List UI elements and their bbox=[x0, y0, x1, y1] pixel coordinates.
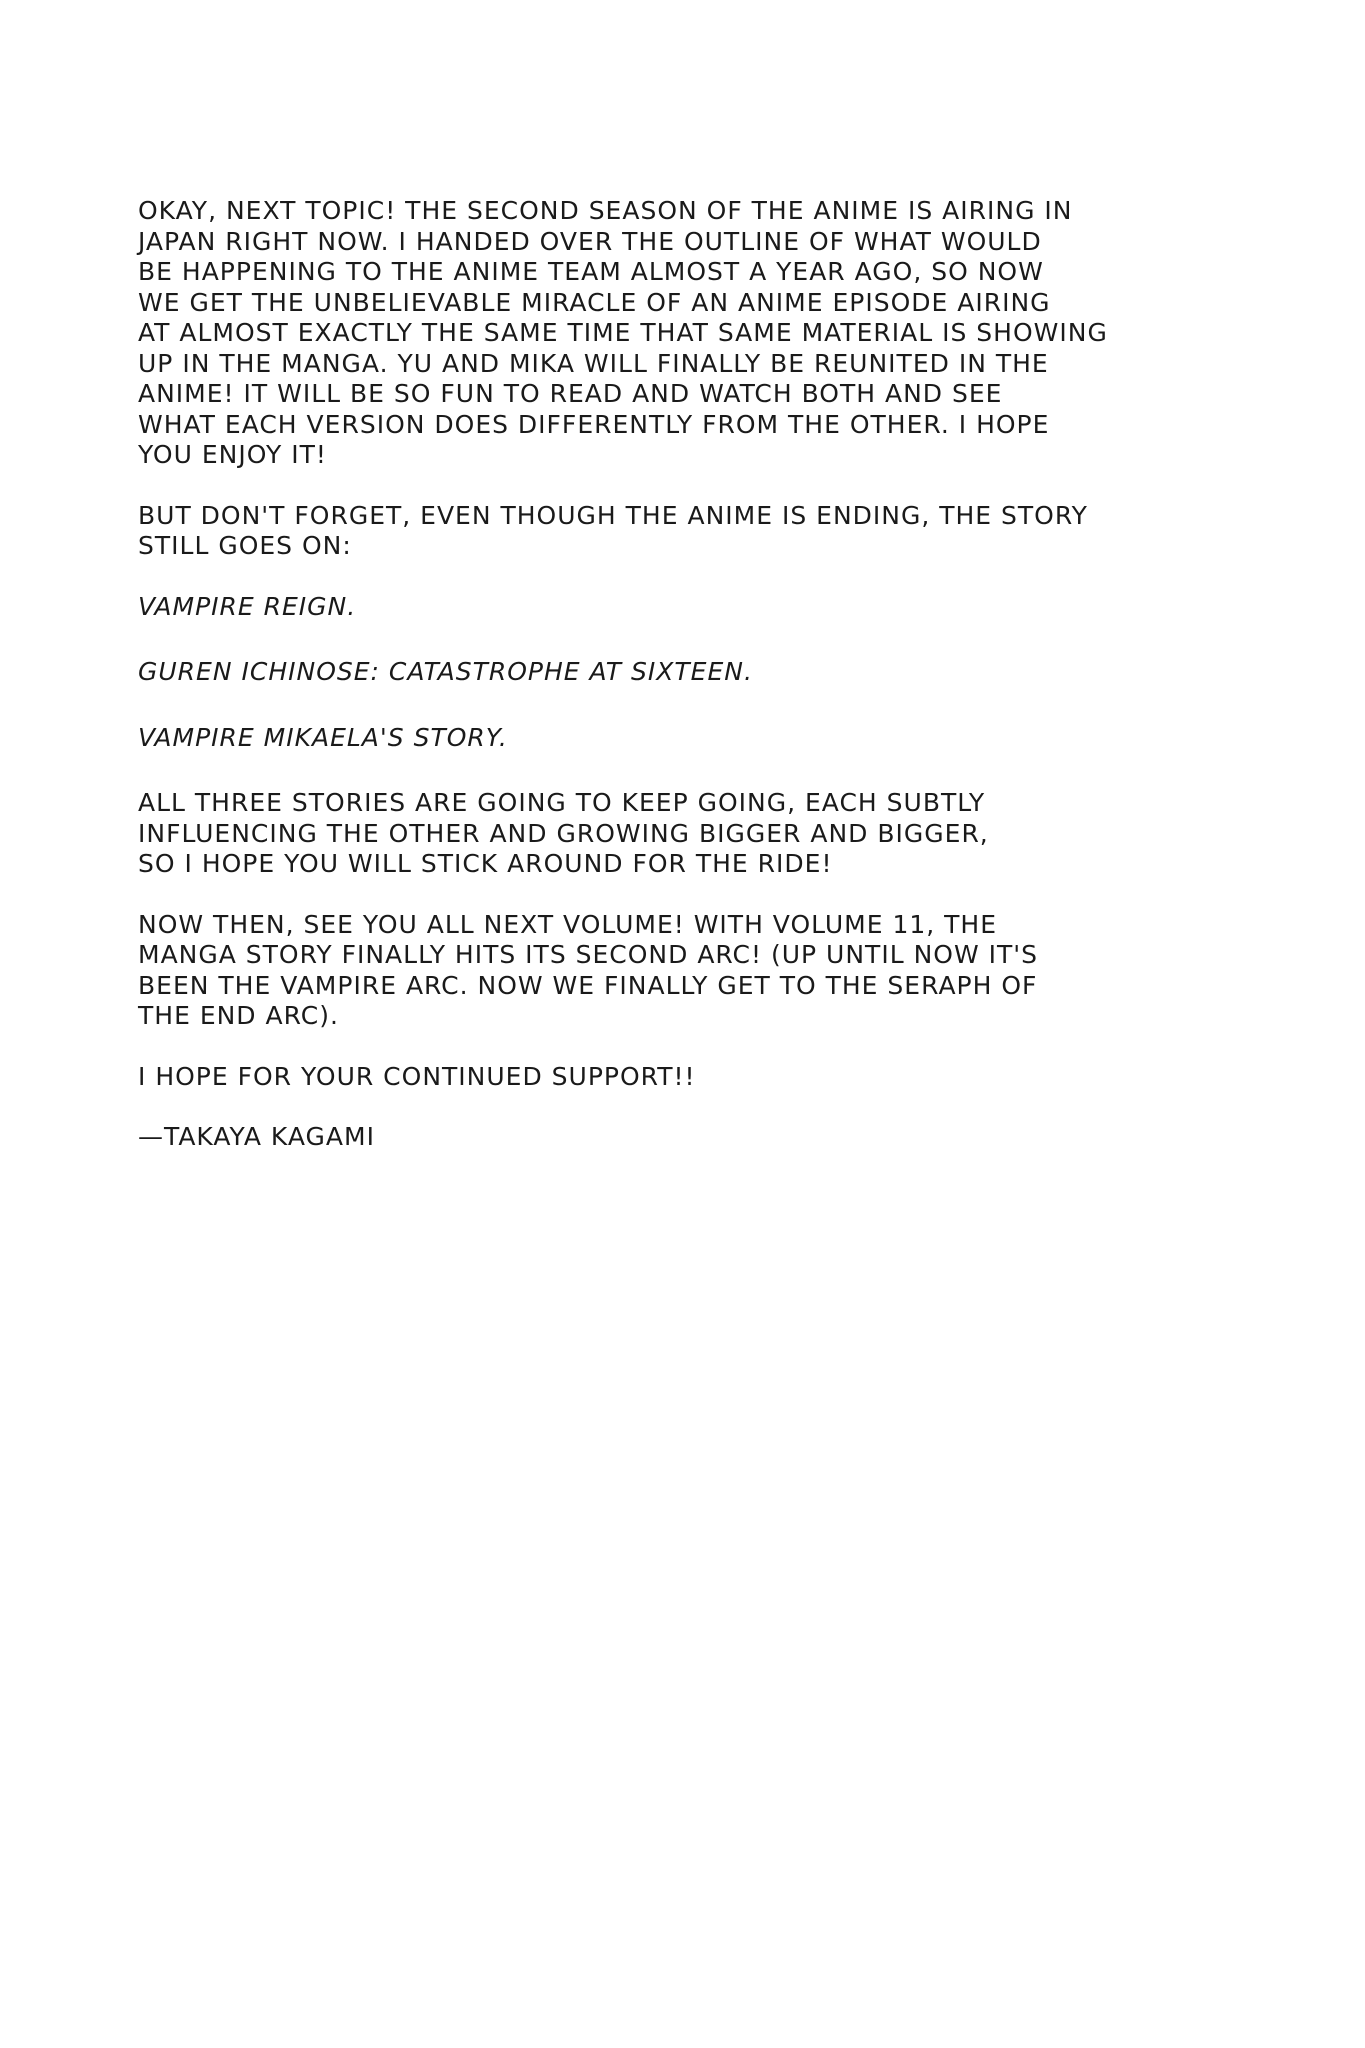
text-line: STILL GOES ON: bbox=[138, 531, 352, 560]
text-line: AT ALMOST EXACTLY THE SAME TIME THAT SAME MATERIAL IS SHOWING bbox=[138, 318, 1108, 347]
text-line: YOU ENJOY IT! bbox=[138, 440, 327, 469]
text-line: BE HAPPENING TO THE ANIME TEAM ALMOST A YEAR AGO, SO NOW bbox=[138, 257, 1044, 286]
text-line: ALL THREE STORIES ARE GOING TO KEEP GOING, EACH SUBTLY bbox=[138, 788, 986, 817]
text-line: UP IN THE MANGA. YU AND MIKA WILL FINALLY BE REUNITED IN THE bbox=[138, 348, 1049, 378]
text-line: BUT DON'T FORGET, EVEN THOUGH THE ANIME IS ENDING, THE STORY bbox=[138, 500, 1088, 530]
paragraph-anime-season bbox=[138, 196, 1178, 471]
text-line: OKAY, NEXT TOPIC! THE SECOND SEASON OF THE ANIME IS AIRING IN bbox=[138, 196, 1073, 225]
text-line: NOW THEN, SEE YOU ALL NEXT VOLUME! WITH VOLUME 11, THE bbox=[138, 909, 998, 939]
text-line: JAPAN RIGHT NOW. I HANDED OVER THE OUTLINE OF WHAT WOULD bbox=[138, 226, 1042, 256]
text-line: WE GET THE UNBELIEVABLE MIRACLE OF AN ANIME EPISODE AIRING bbox=[138, 287, 1051, 317]
text-line: BEEN THE VAMPIRE ARC. NOW WE FINALLY GET TO THE SERAPH OF bbox=[138, 970, 1038, 1000]
paragraph-support bbox=[138, 1062, 1178, 1093]
paragraph-next-volume bbox=[138, 910, 1178, 1032]
paragraph-story-continues bbox=[138, 501, 1178, 562]
text-line: INFLUENCING THE OTHER AND GROWING BIGGER AND BIGGER, bbox=[138, 818, 989, 848]
paragraph-three-stories bbox=[138, 788, 1178, 880]
text-line: WHAT EACH VERSION DOES DIFFERENTLY FROM THE OTHER. I HOPE bbox=[138, 409, 1050, 439]
text-line: THE END ARC). bbox=[138, 1001, 339, 1030]
series-title-vampire-mikaela: VAMPIRE MIKAELA'S STORY. bbox=[138, 722, 508, 752]
text-line: SO I HOPE YOU WILL STICK AROUND FOR THE RIDE! bbox=[138, 849, 833, 878]
series-title-guren-ichinose: GUREN ICHINOSE: CATASTROPHE AT SIXTEEN. bbox=[138, 657, 753, 686]
author-signature bbox=[138, 1122, 1178, 1153]
text-line: I HOPE FOR YOUR CONTINUED SUPPORT!! bbox=[138, 1061, 696, 1091]
afterword-text bbox=[138, 196, 1178, 1183]
series-title-vampire-reign: VAMPIRE REIGN. bbox=[138, 591, 357, 621]
text-line: —TAKAYA KAGAMI bbox=[138, 1122, 375, 1151]
text-line: ANIME! IT WILL BE SO FUN TO READ AND WATCH BOTH AND SEE bbox=[138, 379, 1003, 408]
text-line: MANGA STORY FINALLY HITS ITS SECOND ARC! (UP UNTIL NOW IT'S bbox=[138, 940, 1039, 969]
